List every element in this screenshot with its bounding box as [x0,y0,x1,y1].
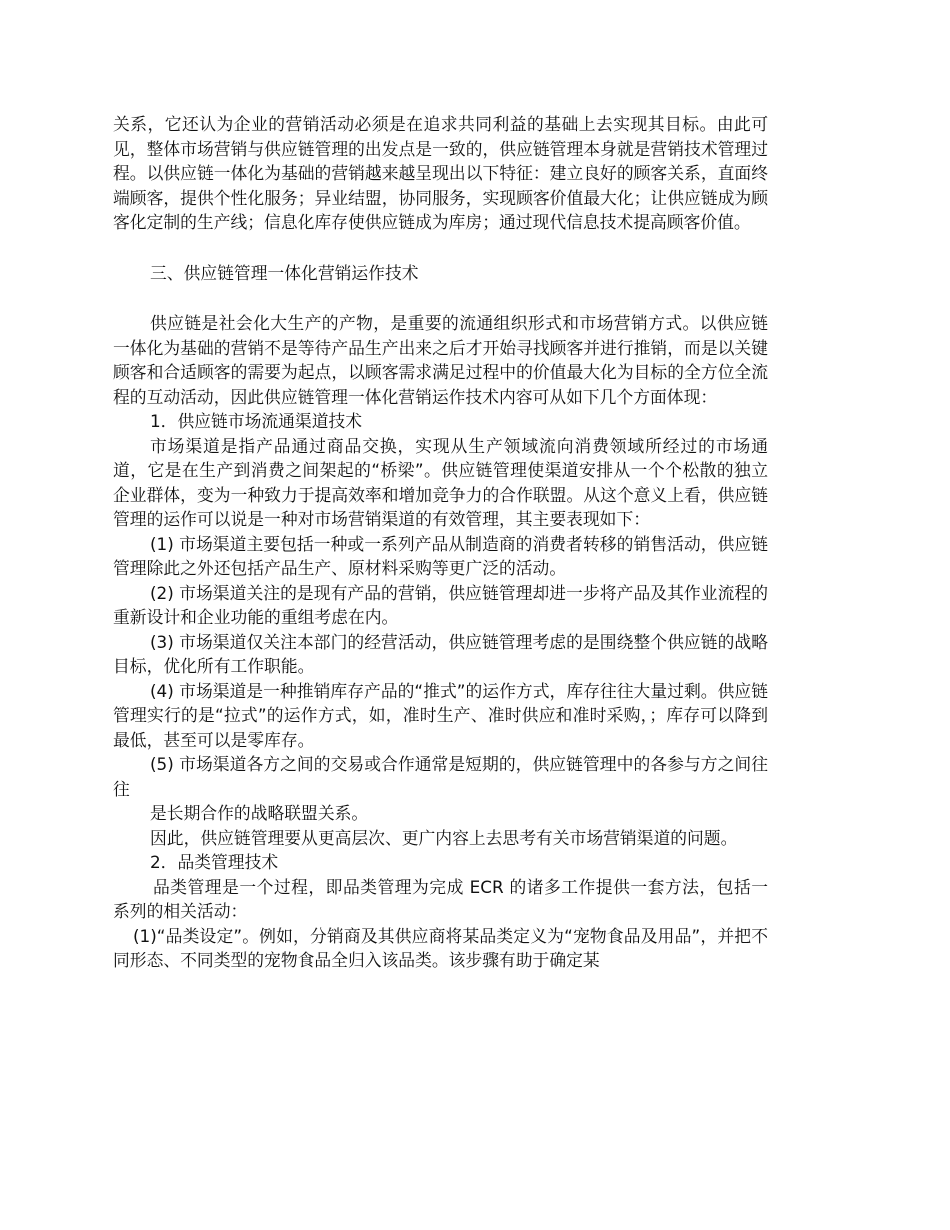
paragraph-conclusion: 因此，供应链管理要从更高层次、更广内容上去思考有关市场营销渠道的问题。 [150,827,738,848]
paragraph-supply-chain-intro: 供应链是社会化大生产的产物，是重要的流通组织形式和市场营销方式。以供应链一体化为基础的营销不是等待产品生产出来之后才开始寻找顾客并进行推销，而是以关键顾客和合适顾客的需要为起点，以顾客需求满足过程中的价值最大化为目标的全方位全流程的互动活动，因此供应链管理一体化营销运作技术内容可从如下几个方面体现： [113,313,768,407]
list-item-category-definition: (1)“品类设定”。例如，分销商及其供应商将某品类定义为“宠物食品及用品”，并把不同形态、不同类型的宠物食品全归入该品类。该步骤有助于确定某 [113,925,768,970]
section-heading-3: 三、供应链管理一体化营销运作技术 [150,262,419,283]
subheading-channel-technique: 1．供应链市场流通渠道技术 [150,411,363,431]
list-item-2: (2) 市场渠道关注的是现有产品的营销，供应链管理却进一步将产品及其作业流程的重新设计和企业功能的重组考虑在内。 [113,582,768,627]
subheading-category-management: 2．品类管理技术 [150,852,279,872]
list-item-3: (3) 市场渠道仅关注本部门的经营活动，供应链管理考虑的是围绕整个供应链的战略目标，优化所有工作职能。 [113,631,768,676]
paragraph-category-management: 品类管理是一个过程，即品类管理为完成 ECR 的诸多工作提供一套方法，包括一系列的相关活动： [113,876,768,921]
paragraph-market-channel: 市场渠道是指产品通过商品交换，实现从生产领域流向消费领域所经过的市场通道，它是在生产到消费之间架起的“桥梁”。供应链管理使渠道安排从一个个松散的独立企业群体，变为一种致力于提高效率和增加竞争力的合作联盟。从这个意义上看，供应链管理的运作可以说是一种对市场营销渠道的有效管理，其主要表现如下： [113,435,768,529]
list-item-1: (1) 市场渠道主要包括一种或一系列产品从制造商的消费者转移的销售活动，供应链管理除此之外还包括产品生产、原材料采购等更广泛的活动。 [113,533,768,578]
paragraph-gap [113,235,768,261]
list-item-5-continued: 是长期合作的战略联盟关系。 [150,803,369,823]
paragraph-gap [113,285,768,311]
list-item-4: (4) 市场渠道是一种推销库存产品的“推式”的运作方式，库存往往大量过剩。供应链管理实行的是“拉式”的运作方式，如，准时生产、准时供应和准时采购，；库存可以降到最低，甚至可以是零库存。 [113,680,768,750]
list-item-5: (5) 市场渠道各方之间的交易或合作通常是短期的，供应链管理中的各参与方之间往往 [113,754,768,799]
paragraph-relationship: 关系，它还认为企业的营销活动必须是在追求共同利益的基础上去实现其目标。由此可见，整体市场营销与供应链管理的出发点是一致的，供应链管理本身就是营销技术管理过程。以供应链一体化为基础的营销越来越呈现出以下特征：建立良好的顾客关系，直面终端顾客，提供个性化服务；异业结盟，协同服务，实现顾客价值最大化；让供应链成为顾客化定制的生产线；信息化库存使供应链成为库房；通过现代信息技术提高顾客价值。 [113,114,768,232]
document-body [113,112,768,973]
